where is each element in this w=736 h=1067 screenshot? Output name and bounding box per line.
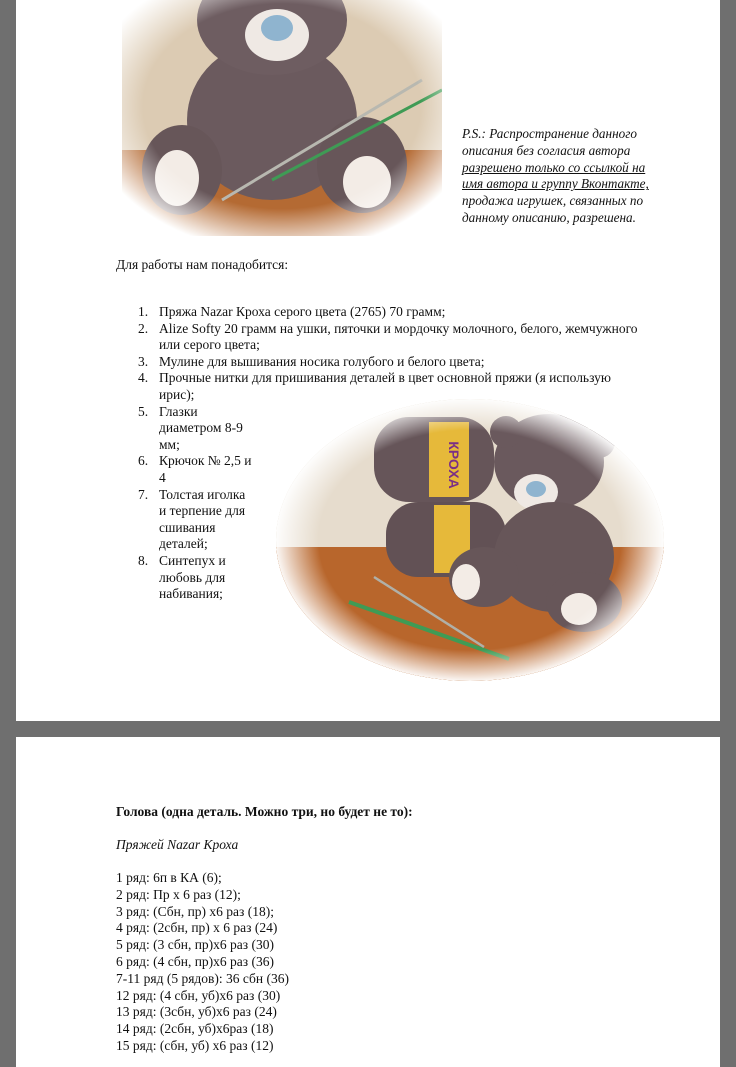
ps-line-4: имя автора и группу Вконтакте,: [462, 176, 649, 192]
pattern-row: 15 ряд: (сбн, уб) х6 раз (12): [116, 1037, 274, 1053]
pattern-row: 7-11 ряд (5 рядов): 36 сбн (36): [116, 970, 290, 986]
list-text: 4: [159, 469, 166, 485]
list-text: деталей;: [159, 536, 208, 552]
list-item: [116, 553, 264, 603]
pattern-row: 5 ряд: (3 сбн, пр)х6 раз (30): [116, 937, 274, 953]
list-item: [116, 404, 264, 454]
ps-line-2: описания без согласия автора: [462, 142, 631, 158]
list-item: [116, 487, 264, 553]
list-text: Синтепух и: [159, 552, 226, 568]
list-text: любовь для: [159, 569, 226, 585]
pattern-row: 1 ряд: 6п в КА (6);: [116, 870, 222, 885]
list-text: Глазки: [159, 403, 198, 419]
list-text: мм;: [159, 436, 180, 452]
pattern-row: 4 ряд: (2сбн, пр) х 6 раз (24): [116, 920, 278, 936]
pattern-row: 14 ряд: (2сбн, уб)х6раз (18): [116, 1021, 274, 1037]
list-number: 1.: [138, 304, 149, 319]
list-number: 4.: [138, 370, 149, 386]
list-number: 6.: [138, 453, 149, 469]
ps-line-3: разрешено только со ссылкой на: [462, 159, 646, 175]
list-text: ирис);: [159, 386, 195, 402]
list-text: Толстая иголка: [159, 486, 246, 502]
yarn-note: Пряжей Nazar Кроха: [116, 837, 239, 852]
list-text: Прочные нитки для пришивания деталей в цвет основной пряжи (я использую: [159, 370, 611, 386]
list-text: диаметром 8-9: [159, 420, 243, 436]
list-text: сшивания: [159, 519, 216, 535]
document-page-1: [16, 0, 720, 721]
yarn-and-bear-photo: [274, 397, 666, 683]
list-text: Пряжа Nazar Кроха серого цвета (2765) 70 грамм;: [159, 304, 446, 319]
list-number: 7.: [138, 486, 149, 502]
list-text: и терпение для: [159, 503, 246, 519]
list-item: [116, 453, 264, 486]
bear-with-hooks-image: [122, 0, 442, 236]
list-number: 8.: [138, 552, 149, 568]
list-text: или серого цвета;: [159, 337, 260, 353]
list-text: Мулине для вышивания носика голубого и белого цвета;: [159, 353, 485, 369]
pattern-row: 12 ряд: (4 сбн, уб)х6 раз (30): [116, 987, 281, 1003]
bear-photo-top: [122, 0, 442, 236]
pattern-row: 6 ряд: (4 сбн, пр)х6 раз (36): [116, 953, 274, 969]
list-number: 3.: [138, 353, 149, 369]
pattern-row: 3 ряд: (Сбн, пр) х6 раз (18);: [116, 903, 274, 919]
list-text: набивания;: [159, 586, 223, 602]
ps-line-6: данному описанию, разрешена.: [462, 209, 636, 225]
list-number: 2.: [138, 320, 149, 336]
section-heading: Голова (одна деталь. Можно три, но будет не то):: [116, 804, 413, 819]
materials-intro: Для работы нам понадобится:: [116, 257, 289, 272]
list-item: [116, 321, 676, 354]
ps-line-1: P.S.: Распространение данного: [462, 126, 637, 141]
ps-line-5: продажа игрушек, связанных по: [462, 193, 644, 209]
list-item: [116, 304, 676, 321]
pattern-rows: [116, 870, 289, 1055]
list-text: Крючок № 2,5 и: [159, 453, 252, 469]
list-item: [116, 354, 676, 371]
yarn-bear-image: [274, 397, 666, 683]
pattern-row: 13 ряд: (3сбн, уб)х6 раз (24): [116, 1004, 277, 1020]
list-number: 5.: [138, 403, 149, 419]
ps-note: [462, 126, 677, 227]
pattern-row: 2 ряд: Пр х 6 раз (12);: [116, 886, 241, 902]
list-text: Alize Softy 20 грамм на ушки, пяточки и мордочку молочного, белого, жемчужного: [159, 320, 638, 336]
document-page-2: [16, 737, 720, 1067]
